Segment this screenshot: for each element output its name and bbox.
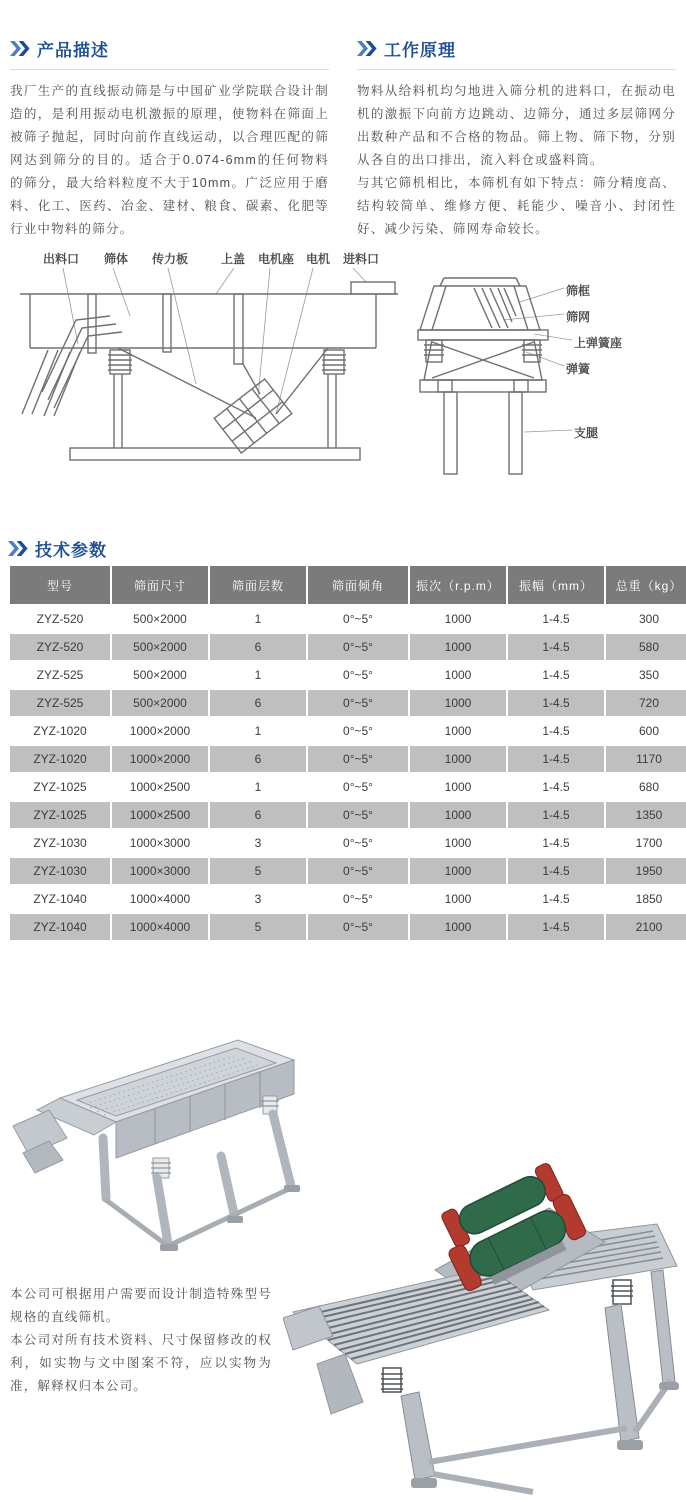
working-principle-text-2: 与其它筛机相比，本筛机有如下特点：筛分精度高、结构较简单、维修方便、耗能少、噪音小、封闭性好、减少污染、筛网寿命较长。 <box>357 176 676 236</box>
product-description-text: 我厂生产的直线振动筛是与中国矿业学院联合设计制造的，是利用振动电机激振的原理，使物料在筛面上被筛子抛起，同时向前作直线运动，以合理匹配的筛网达到筛分的目的。适合于0.074-6mm的任何物料的筛分，最大给料粒度不大于10mm。广泛应用于磨料、化工、医药、冶金、建材、粮食、碳素、化肥等行业中物料的筛分。 <box>10 84 329 236</box>
table-row <box>10 690 686 716</box>
column-header: 型号 <box>10 566 110 604</box>
table-cell: 1000 <box>410 774 506 800</box>
section-divider <box>357 69 676 70</box>
table-cell: 600 <box>606 718 686 744</box>
table-cell: 1000 <box>410 718 506 744</box>
table-cell: 580 <box>606 634 686 660</box>
table-cell: 0°~5° <box>308 886 408 912</box>
table-row <box>10 718 686 744</box>
working-principle-text-1: 物料从给料机均匀地进入筛分机的进料口，在振动电机的激振下向前方边跳动、边筛分，通过多层筛网分出数种产品和不合格的物品。筛上物、筛下物，分别从各自的出口排出，流入料仓或盛料筒。 <box>357 84 676 167</box>
table-cell: 1-4.5 <box>508 914 604 940</box>
table-cell: 0°~5° <box>308 606 408 632</box>
table-row <box>10 662 686 688</box>
table-cell: ZYZ-1025 <box>10 774 110 800</box>
table-cell: 1000×2000 <box>112 746 208 772</box>
table-cell: 1 <box>210 606 306 632</box>
table-cell: 1950 <box>606 858 686 884</box>
table-cell: 1000 <box>410 914 506 940</box>
end-view-diagram <box>408 272 680 492</box>
table-cell: 5 <box>210 914 306 940</box>
table-cell: 1-4.5 <box>508 830 604 856</box>
double-chevron-icon <box>8 541 28 556</box>
table-cell: 1000×3000 <box>112 830 208 856</box>
table-cell: 3 <box>210 830 306 856</box>
table-cell: 6 <box>210 746 306 772</box>
table-row <box>10 830 686 856</box>
table-cell: 1 <box>210 662 306 688</box>
table-cell: 0°~5° <box>308 634 408 660</box>
diagram-label-motor-seat: 电机座 <box>258 252 295 266</box>
table-cell: 1-4.5 <box>508 774 604 800</box>
table-cell: 3 <box>210 886 306 912</box>
section-title: 工作原理 <box>384 40 456 60</box>
table-cell: 1000×4000 <box>112 886 208 912</box>
diagram-label-screen-body: 筛体 <box>104 252 129 266</box>
table-cell: ZYZ-525 <box>10 690 110 716</box>
table-cell: 6 <box>210 690 306 716</box>
table-cell: 1000×4000 <box>112 914 208 940</box>
table-cell: 1000 <box>410 886 506 912</box>
table-cell: 2100 <box>606 914 686 940</box>
table-cell: 1000 <box>410 746 506 772</box>
table-cell: 6 <box>210 802 306 828</box>
table-cell: 1-4.5 <box>508 746 604 772</box>
diagram-label-motor: 电机 <box>306 252 331 266</box>
table-cell: 1-4.5 <box>508 802 604 828</box>
diagram-label-screen-frame: 筛框 <box>566 284 591 298</box>
table-cell: 0°~5° <box>308 802 408 828</box>
table-cell: 1350 <box>606 802 686 828</box>
table-cell: 0°~5° <box>308 746 408 772</box>
section-header <box>8 536 678 560</box>
table-cell: 720 <box>606 690 686 716</box>
table-cell: ZYZ-1020 <box>10 746 110 772</box>
diagram-label-spring: 弹簧 <box>566 362 591 376</box>
table-row <box>10 802 686 828</box>
table-cell: 1000 <box>410 858 506 884</box>
table-cell: 6 <box>210 634 306 660</box>
table-cell: ZYZ-1040 <box>10 886 110 912</box>
table-cell: 680 <box>606 774 686 800</box>
diagram-label-support-leg: 支腿 <box>574 426 599 440</box>
table-cell: 1850 <box>606 886 686 912</box>
table-cell: 1-4.5 <box>508 858 604 884</box>
table-cell: ZYZ-1040 <box>10 914 110 940</box>
side-view-drawing <box>18 266 400 498</box>
table-cell: 1000×2500 <box>112 774 208 800</box>
table-cell: 1-4.5 <box>508 634 604 660</box>
table-cell: 1000 <box>410 830 506 856</box>
table-cell: 0°~5° <box>308 690 408 716</box>
footer-note-line-2: 本公司对所有技术资料、尺寸保留修改的权利，如实物与文中图案不符，应以实物为准，解释权归本公司。 <box>10 1333 272 1393</box>
side-view-diagram <box>18 250 400 500</box>
table-cell: 1-4.5 <box>508 662 604 688</box>
table-row <box>10 774 686 800</box>
table-cell: 1000 <box>410 634 506 660</box>
diagram-label-inlet: 进料口 <box>343 252 380 266</box>
table-cell: 300 <box>606 606 686 632</box>
table-cell: ZYZ-520 <box>10 606 110 632</box>
top-columns <box>10 36 676 241</box>
table-row <box>10 606 686 632</box>
column-header: 振幅（mm） <box>508 566 604 604</box>
table-row <box>10 858 686 884</box>
table-cell: 0°~5° <box>308 830 408 856</box>
section-title: 技术参数 <box>35 540 107 560</box>
column-header: 振次（r.p.m） <box>410 566 506 604</box>
table-header-row <box>10 566 686 604</box>
double-chevron-icon <box>357 41 377 56</box>
column-header: 筛面层数 <box>210 566 306 604</box>
table-cell: 1000 <box>410 802 506 828</box>
table-cell: ZYZ-1030 <box>10 830 110 856</box>
diagram-label-top-cover: 上盖 <box>221 252 246 266</box>
table-cell: ZYZ-1020 <box>10 718 110 744</box>
double-chevron-icon <box>10 41 30 56</box>
footer-note-line-1: 本公司可根据用户需要而设计制造特殊型号规格的直线筛机。 <box>10 1287 272 1324</box>
section-tech-params <box>8 536 683 942</box>
table-cell: 500×2000 <box>112 690 208 716</box>
table-cell: 0°~5° <box>308 774 408 800</box>
column-header: 筛面尺寸 <box>112 566 208 604</box>
table-cell: 1000 <box>410 662 506 688</box>
table-row <box>10 914 686 940</box>
section-header <box>357 36 676 60</box>
diagram-label-screen-mesh: 筛网 <box>566 310 591 324</box>
table-cell: 5 <box>210 858 306 884</box>
section-divider <box>10 69 329 70</box>
table-cell: 1-4.5 <box>508 606 604 632</box>
table-cell: 1000×3000 <box>112 858 208 884</box>
table-cell: 0°~5° <box>308 662 408 688</box>
table-cell: 350 <box>606 662 686 688</box>
table-cell: 1000 <box>410 606 506 632</box>
section-working-principle <box>357 36 676 241</box>
table-row <box>10 634 686 660</box>
table-cell: 0°~5° <box>308 718 408 744</box>
table-cell: 500×2000 <box>112 634 208 660</box>
table-cell: 1000×2000 <box>112 718 208 744</box>
table-row <box>10 746 686 772</box>
diagram-label-upper-spring-seat: 上弹簧座 <box>574 336 623 350</box>
table-cell: ZYZ-1030 <box>10 858 110 884</box>
table-cell: 1 <box>210 718 306 744</box>
section-header <box>10 36 329 60</box>
column-header: 筛面倾角 <box>308 566 408 604</box>
table-cell: ZYZ-520 <box>10 634 110 660</box>
diagram-label-force-plate: 传力板 <box>152 252 189 266</box>
table-cell: 1000 <box>410 690 506 716</box>
footer-note <box>10 1283 272 1398</box>
table-cell: 1700 <box>606 830 686 856</box>
table-cell: 500×2000 <box>112 606 208 632</box>
table-cell: ZYZ-525 <box>10 662 110 688</box>
table-row <box>10 886 686 912</box>
table-cell: 1-4.5 <box>508 690 604 716</box>
section-title: 产品描述 <box>37 40 109 60</box>
table-cell: 1-4.5 <box>508 718 604 744</box>
table-cell: 0°~5° <box>308 914 408 940</box>
product-photo-angled <box>283 1152 685 1500</box>
tech-params-table <box>8 564 686 942</box>
diagram-label-outlet: 出料口 <box>43 252 80 266</box>
table-cell: 1170 <box>606 746 686 772</box>
column-header: 总重（kg） <box>606 566 686 604</box>
end-view-drawing <box>408 272 680 490</box>
table-cell: 1 <box>210 774 306 800</box>
table-cell: 1000×2500 <box>112 802 208 828</box>
section-product-description <box>10 36 329 241</box>
table-cell: 500×2000 <box>112 662 208 688</box>
table-cell: 1-4.5 <box>508 886 604 912</box>
table-cell: ZYZ-1025 <box>10 802 110 828</box>
motor-grid <box>214 379 292 453</box>
table-cell: 0°~5° <box>308 858 408 884</box>
